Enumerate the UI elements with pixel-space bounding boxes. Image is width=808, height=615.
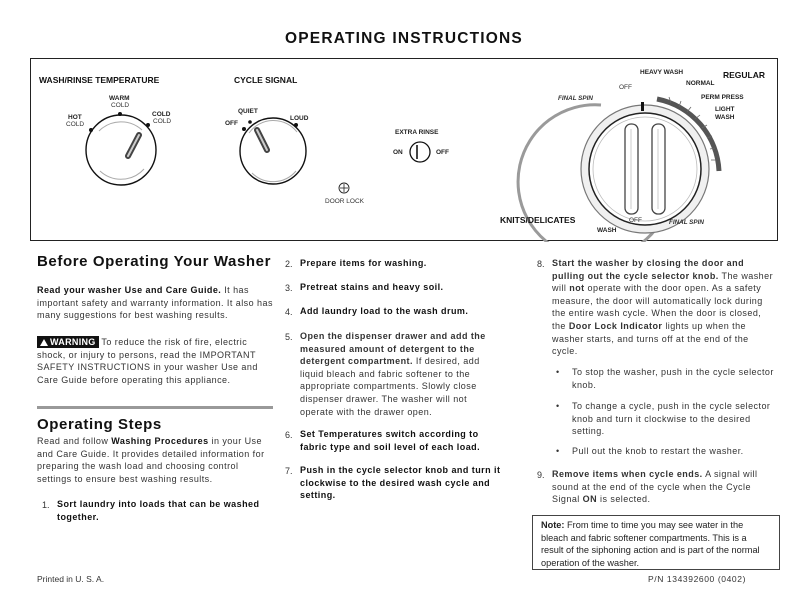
cold-sub-label: COLD: [153, 118, 172, 125]
step-8-a: The washer will: [552, 270, 774, 294]
step-6-text: Set Temperatures switch according to fabric type and soil level of each load.: [300, 429, 481, 452]
steps-intro-pre: Read and follow: [37, 436, 112, 446]
step-5-bold: Open the dispenser drawer and add the measured amount of detergent to the detergent compartment.: [300, 331, 486, 367]
warning-paragraph: [37, 336, 275, 386]
note-text: From time to time you may see water in the bleach and fabric softener compartments. This is a result of the siphoning action and is part of the normal operation of the washer.: [541, 520, 760, 568]
cold-label: COLD: [152, 111, 171, 118]
step-9-text: [552, 468, 777, 506]
knits-delicates-label: KNITS/DELICATES: [500, 215, 576, 225]
step-7-number: 7.: [285, 466, 293, 476]
hot-sub-label: COLD: [66, 121, 85, 128]
door-lock-label: DOOR LOCK: [325, 198, 365, 205]
step-1-text: Sort laundry into loads that can be washed together.: [57, 499, 260, 522]
wash-rinse-temperature-heading: WASH/RINSE TEMPERATURE: [39, 75, 160, 85]
step-8-door-lock: Door Lock Indicator: [568, 320, 663, 331]
step-5-rest: If desired, add liquid bleach and fabric softener to the appropriate compartments. Slowly close dispenser drawer. The washer will not operate with the drawer open.: [300, 356, 480, 417]
step-5-number: 5.: [285, 332, 293, 342]
extra-rinse-heading: EXTRA RINSE: [395, 129, 439, 136]
temperature-knob[interactable]: [86, 112, 156, 185]
extra-rinse-knob[interactable]: [410, 142, 430, 162]
step-6-number: 6.: [285, 430, 293, 440]
step-9-b: is selected.: [597, 494, 651, 505]
cycle-signal-quiet-label: QUIET: [238, 108, 258, 115]
cycle-signal-heading: CYCLE SIGNAL: [234, 75, 298, 85]
normal-label: NORMAL: [686, 80, 715, 87]
final-spin-left-label: FINAL SPIN: [558, 95, 593, 102]
part-number: P/N 134392600 (0402): [648, 574, 747, 584]
extra-rinse-off-label: OFF: [436, 149, 449, 156]
cycle-signal-loud-label: LOUD: [290, 115, 309, 122]
bullet-3-text: Pull out the knob to restart the washer.: [572, 446, 744, 456]
warning-badge: [37, 336, 99, 348]
step-8-number: 8.: [537, 259, 545, 269]
regular-label: REGULAR: [723, 70, 766, 80]
printed-in-usa: Printed in U. S. A.: [37, 574, 105, 584]
read-guide-paragraph: [37, 284, 275, 322]
step-1-number: 1.: [42, 500, 50, 510]
step-4-text: Add laundry load to the wash drum.: [300, 306, 469, 316]
step-8-b: operate with the door open. As a safety measure, the door will automatically lock during the entire wash cycle. When the door is closed, the: [552, 283, 763, 331]
perm-press-label: PERM PRESS: [701, 94, 744, 101]
bullet-1-mark: •: [556, 367, 560, 377]
warm-sub-label: COLD: [111, 102, 130, 109]
step-2-number: 2.: [285, 259, 293, 269]
before-operating-heading: Before Operating Your Washer: [37, 253, 272, 270]
warning-badge-label: WARNING: [50, 337, 96, 347]
step-9-a: A signal will sound at the end of the cycle when the Cycle Signal: [552, 469, 758, 505]
cycle-signal-off-label: OFF: [225, 120, 238, 127]
note-box: [532, 515, 780, 570]
step-8-bold: Start the washer by closing the door and pulling out the cycle selector knob.: [552, 258, 745, 281]
page-title: OPERATING INSTRUCTIONS: [285, 30, 523, 47]
wash-label: WASH: [597, 227, 617, 234]
bullet-3-mark: •: [556, 446, 560, 456]
step-8-text: [552, 257, 777, 358]
step-9-number: 9.: [537, 470, 545, 480]
step-4-number: 4.: [285, 307, 293, 317]
extra-rinse-on-label: ON: [393, 149, 403, 156]
final-spin-bottom-label: FINAL SPIN: [669, 219, 704, 226]
heavy-wash-label: HEAVY WASH: [640, 69, 684, 76]
step-3-text: Pretreat stains and heavy soil.: [300, 282, 444, 292]
light-wash-label: LIGHT WASH: [715, 106, 735, 121]
bullet-1-text: To stop the washer, push in the cycle selector knob.: [572, 367, 774, 390]
off-top-label: OFF: [619, 84, 632, 91]
washing-procedures-bold: Washing Procedures: [111, 436, 209, 446]
section-divider: [37, 406, 273, 409]
step-8-c: lights up when the washer starts, and turns off at the end of the cycle.: [552, 320, 749, 357]
step-9-on: ON: [582, 494, 598, 505]
bullet-2-text: To change a cycle, push in the cycle selector knob and turn it clockwise to the desired setting.: [572, 401, 771, 437]
steps-intro-post: in your Use and Care Guide. It provides detailed information for preparing the wash load and choosing control settings to ensure best washing results.: [37, 436, 265, 484]
step-7-text: Push in the cycle selector knob and turn it clockwise to the desired wash cycle and setting.: [300, 465, 501, 501]
bullet-2-mark: •: [556, 401, 560, 411]
step-9-bold: Remove items when cycle ends.: [552, 469, 703, 479]
hot-label: HOT: [68, 114, 82, 121]
cycle-signal-knob[interactable]: [240, 118, 306, 184]
off-bottom-label: OFF: [629, 217, 642, 224]
operating-steps-intro: [37, 435, 275, 485]
control-panel-drawing: [31, 59, 779, 242]
warning-triangle-icon: [40, 339, 48, 346]
read-guide-bold: Read your washer Use and Care Guide.: [37, 285, 222, 295]
note-label: Note:: [541, 520, 565, 530]
warm-label: WARM: [109, 95, 130, 102]
step-5-text: [300, 330, 496, 418]
control-panel: [30, 58, 778, 241]
warning-text: To reduce the risk of fire, electric shock, or injury to persons, read the IMPORTANT SAFETY INSTRUCTIONS in your washer Use and Care Guide before operating this appliance.: [37, 337, 258, 385]
step-8-not: not: [569, 283, 585, 294]
step-3-number: 3.: [285, 283, 293, 293]
step-2-text: Prepare items for washing.: [300, 258, 427, 268]
door-lock-indicator: [339, 183, 349, 193]
operating-steps-heading: Operating Steps: [37, 416, 162, 433]
read-guide-rest: It has important safety and warranty information. It also has many suggestions for best washing results.: [37, 285, 273, 321]
